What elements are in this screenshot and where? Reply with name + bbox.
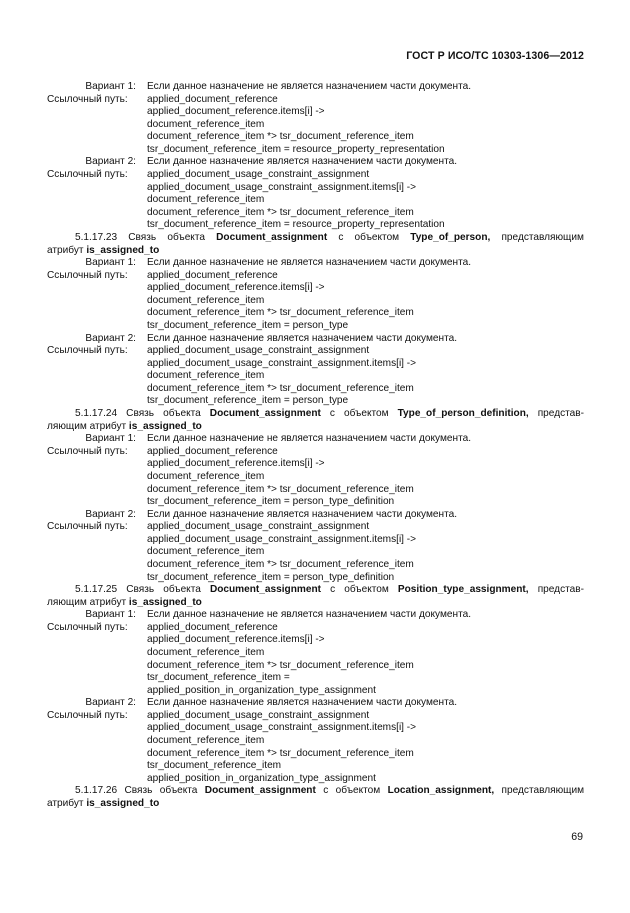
heading-obj: Document_assignment	[204, 785, 316, 797]
row-label	[47, 106, 147, 119]
heading-w4: объектом	[344, 408, 389, 420]
reference-path-continuation	[47, 119, 584, 132]
row-label	[47, 282, 147, 295]
heading-attribute: is_assigned_to	[86, 244, 160, 256]
row-value: applied_document_usage_constraint_assignment.items[i] ->	[147, 357, 417, 369]
reference-path-continuation	[47, 207, 584, 220]
row-label: Ссылочный путь:	[47, 521, 128, 533]
section-heading-line	[47, 785, 584, 798]
heading-obj: Document_assignment	[209, 584, 321, 596]
row-value: document_reference_item *> tsr_document_reference_item	[147, 131, 414, 143]
row-value: applied_document_usage_constraint_assignment	[147, 345, 370, 357]
heading-w3: с	[323, 785, 329, 797]
reference-path-row	[47, 710, 584, 723]
reference-path-continuation	[47, 722, 584, 735]
row-label	[47, 370, 147, 383]
row-value: applied_position_in_organization_type_assignment	[147, 772, 376, 784]
reference-path-continuation	[47, 131, 584, 144]
reference-path-continuation	[47, 106, 584, 119]
heading-w4: объектом	[344, 584, 389, 596]
row-value: tsr_document_reference_item = person_type_definition	[147, 496, 395, 508]
heading-num: 5.1.17.26	[75, 785, 118, 797]
row-value: tsr_document_reference_item = person_type	[147, 319, 349, 331]
variant-condition-row	[47, 81, 584, 94]
row-label	[47, 559, 147, 572]
reference-path-continuation	[47, 383, 584, 396]
row-value: document_reference_item *> tsr_document_reference_item	[147, 206, 414, 218]
heading-num: 5.1.17.23	[75, 231, 118, 243]
page-number: 69	[571, 831, 583, 843]
row-label: Вариант 2:	[85, 508, 136, 520]
section-heading	[47, 584, 584, 609]
row-value: tsr_document_reference_item =	[147, 672, 290, 684]
row-value: document_reference_item *> tsr_document_reference_item	[147, 747, 414, 759]
row-value: tsr_document_reference_item = person_type	[147, 395, 349, 407]
row-value: applied_position_in_organization_type_assignment	[147, 684, 376, 696]
variant-condition-row	[47, 333, 584, 346]
row-label	[47, 358, 147, 371]
row-label	[47, 307, 147, 320]
row-label	[47, 685, 147, 698]
heading-line2: атрибут	[47, 244, 84, 256]
section-heading-line	[47, 421, 584, 434]
heading-w4: объектом	[354, 231, 400, 243]
heading-rest: представ-	[537, 584, 584, 596]
row-label	[47, 219, 147, 232]
row-value: applied_document_reference	[147, 445, 278, 457]
row-label	[47, 634, 147, 647]
variant-condition-row	[47, 433, 584, 446]
row-label	[47, 207, 147, 220]
row-label	[47, 383, 147, 396]
section-heading	[47, 408, 584, 433]
row-label	[47, 458, 147, 471]
reference-path-continuation	[47, 496, 584, 509]
row-value: tsr_document_reference_item = resource_property_representation	[147, 143, 445, 155]
heading-target: Location_assignment,	[387, 785, 495, 797]
row-label	[47, 660, 147, 673]
reference-path-continuation	[47, 672, 584, 685]
row-label: Ссылочный путь:	[47, 345, 128, 357]
reference-path-row	[47, 169, 584, 182]
reference-path-continuation	[47, 748, 584, 761]
row-value: document_reference_item	[147, 118, 265, 130]
reference-path-continuation	[47, 484, 584, 497]
reference-path-continuation	[47, 572, 584, 585]
row-value: document_reference_item *> tsr_document_reference_item	[147, 307, 414, 319]
heading-w3: с	[330, 584, 336, 596]
row-label	[47, 194, 147, 207]
reference-path-continuation	[47, 295, 584, 308]
heading-w3: с	[329, 408, 335, 420]
section-heading-line	[47, 597, 584, 610]
row-value: document_reference_item	[147, 546, 265, 558]
heading-rest: представляющим	[501, 231, 584, 243]
heading-target: Type_of_person_definition,	[397, 408, 529, 420]
heading-line2: атрибут	[47, 797, 84, 809]
heading-w2: объекта	[163, 584, 201, 596]
row-value: applied_document_usage_constraint_assignment	[147, 521, 370, 533]
row-label	[47, 320, 147, 333]
reference-path-continuation	[47, 395, 584, 408]
reference-path-continuation	[47, 559, 584, 572]
row-label	[47, 144, 147, 157]
heading-obj: Document_assignment	[216, 231, 328, 243]
row-value: applied_document_reference.items[i] ->	[147, 458, 325, 470]
row-label	[47, 395, 147, 408]
row-value: applied_document_reference.items[i] ->	[147, 106, 325, 118]
heading-num: 5.1.17.24	[75, 408, 118, 420]
heading-w2: объекта	[159, 785, 198, 797]
variant-condition-row	[47, 156, 584, 169]
row-value: document_reference_item	[147, 294, 265, 306]
row-label	[47, 722, 147, 735]
row-value: applied_document_reference	[147, 621, 278, 633]
row-label: Ссылочный путь:	[47, 169, 128, 181]
row-value: tsr_document_reference_item = person_type_definition	[147, 571, 395, 583]
reference-path-continuation	[47, 660, 584, 673]
row-value: Если данное назначение является назначением части документа.	[147, 697, 458, 709]
row-label	[47, 748, 147, 761]
row-value: applied_document_usage_constraint_assignment	[147, 169, 370, 181]
row-value: applied_document_usage_constraint_assignment.items[i] ->	[147, 722, 417, 734]
reference-path-continuation	[47, 370, 584, 383]
variant-condition-row	[47, 609, 584, 622]
row-value: applied_document_usage_constraint_assignment	[147, 709, 370, 721]
reference-path-continuation	[47, 634, 584, 647]
variant-condition-row	[47, 697, 584, 710]
heading-num: 5.1.17.25	[75, 584, 118, 596]
row-value: document_reference_item *> tsr_document_reference_item	[147, 483, 414, 495]
section-heading-line	[47, 408, 584, 421]
row-value: Если данное назначение является назначением части документа.	[147, 332, 458, 344]
row-label	[47, 496, 147, 509]
heading-line2: ляющим атрибут	[47, 420, 127, 432]
row-value: document_reference_item *> tsr_document_reference_item	[147, 558, 414, 570]
row-label	[47, 735, 147, 748]
reference-path-continuation	[47, 534, 584, 547]
reference-path-continuation	[47, 685, 584, 698]
reference-path-continuation	[47, 282, 584, 295]
row-value: document_reference_item	[147, 647, 265, 659]
reference-path-continuation	[47, 647, 584, 660]
section-heading-line	[47, 584, 584, 597]
row-label	[47, 119, 147, 132]
row-value: applied_document_reference.items[i] ->	[147, 282, 325, 294]
reference-path-continuation	[47, 320, 584, 333]
row-value: Если данное назначение не является назначением части документа.	[147, 81, 472, 92]
section-heading-line	[47, 798, 584, 811]
row-label	[47, 672, 147, 685]
heading-w3: с	[338, 231, 344, 243]
row-label	[47, 295, 147, 308]
reference-path-continuation	[47, 471, 584, 484]
reference-path-continuation	[47, 760, 584, 773]
row-label: Вариант 2:	[85, 156, 136, 168]
reference-path-row	[47, 521, 584, 534]
row-label	[47, 572, 147, 585]
row-label	[47, 131, 147, 144]
reference-path-row	[47, 446, 584, 459]
heading-obj: Document_assignment	[209, 408, 321, 420]
row-value: Если данное назначение не является назначением части документа.	[147, 433, 472, 445]
reference-path-continuation	[47, 307, 584, 320]
reference-path-continuation	[47, 358, 584, 371]
row-value: document_reference_item	[147, 194, 265, 206]
row-value: document_reference_item	[147, 735, 265, 747]
reference-path-continuation	[47, 194, 584, 207]
row-value: document_reference_item *> tsr_document_reference_item	[147, 382, 414, 394]
row-value: document_reference_item	[147, 470, 265, 482]
document-body	[47, 81, 584, 811]
row-label	[47, 534, 147, 547]
row-value: Если данное назначение не является назначением части документа.	[147, 609, 472, 621]
heading-target: Type_of_person,	[410, 231, 491, 243]
heading-w1: Связь	[128, 231, 157, 243]
variant-condition-row	[47, 509, 584, 522]
heading-line2: ляющим атрибут	[47, 596, 127, 608]
row-value: applied_document_reference	[147, 269, 278, 281]
document-code-header: ГОСТ Р ИСО/ТС 10303-1306—2012	[406, 50, 584, 62]
section-heading	[47, 785, 584, 810]
row-label	[47, 760, 147, 773]
reference-path-continuation	[47, 458, 584, 471]
heading-w2: объекта	[163, 408, 201, 420]
heading-attribute: is_assigned_to	[128, 596, 202, 608]
row-label	[47, 773, 147, 786]
section-heading-line	[47, 245, 584, 258]
row-label: Вариант 2:	[85, 332, 136, 344]
row-value: document_reference_item	[147, 370, 265, 382]
reference-path-continuation	[47, 182, 584, 195]
row-label: Вариант 1:	[85, 257, 136, 269]
row-label	[47, 471, 147, 484]
reference-path-continuation	[47, 773, 584, 786]
heading-target: Position_type_assignment,	[397, 584, 529, 596]
heading-w4: объектом	[335, 785, 381, 797]
row-label: Ссылочный путь:	[47, 445, 128, 457]
row-label: Вариант 1:	[85, 81, 136, 92]
reference-path-continuation	[47, 735, 584, 748]
section-heading-line	[47, 232, 584, 245]
heading-w1: Связь	[124, 785, 153, 797]
heading-w1: Связь	[126, 584, 155, 596]
row-label: Вариант 2:	[85, 697, 136, 709]
row-label: Ссылочный путь:	[47, 621, 128, 633]
row-label: Ссылочный путь:	[47, 269, 128, 281]
row-value: Если данное назначение не является назначением части документа.	[147, 257, 472, 269]
row-label	[47, 546, 147, 559]
heading-rest: представ-	[537, 408, 584, 420]
heading-w2: объекта	[167, 231, 205, 243]
row-value: applied_document_reference.items[i] ->	[147, 634, 325, 646]
row-value: applied_document_usage_constraint_assignment.items[i] ->	[147, 181, 417, 193]
variant-condition-row	[47, 257, 584, 270]
reference-path-continuation	[47, 546, 584, 559]
row-value: Если данное назначение является назначением части документа.	[147, 156, 458, 168]
row-value: tsr_document_reference_item = resource_property_representation	[147, 219, 445, 231]
row-label	[47, 484, 147, 497]
row-value: Если данное назначение является назначением части документа.	[147, 508, 458, 520]
section-heading	[47, 232, 584, 257]
row-label	[47, 647, 147, 660]
row-label: Ссылочный путь:	[47, 93, 128, 105]
row-label: Вариант 1:	[85, 433, 136, 445]
reference-path-row	[47, 270, 584, 283]
reference-path-row	[47, 622, 584, 635]
row-value: applied_document_reference	[147, 93, 278, 105]
heading-attribute: is_assigned_to	[86, 797, 160, 809]
reference-path-row	[47, 94, 584, 107]
reference-path-continuation	[47, 144, 584, 157]
heading-attribute: is_assigned_to	[128, 420, 202, 432]
row-label: Вариант 1:	[85, 609, 136, 621]
heading-w1: Связь	[126, 408, 155, 420]
reference-path-row	[47, 345, 584, 358]
row-label: Ссылочный путь:	[47, 709, 128, 721]
reference-path-continuation	[47, 219, 584, 232]
heading-rest: представляющим	[501, 785, 585, 797]
row-value: applied_document_usage_constraint_assignment.items[i] ->	[147, 533, 417, 545]
row-label	[47, 182, 147, 195]
row-value: document_reference_item *> tsr_document_reference_item	[147, 659, 414, 671]
row-value: tsr_document_reference_item	[147, 760, 282, 772]
